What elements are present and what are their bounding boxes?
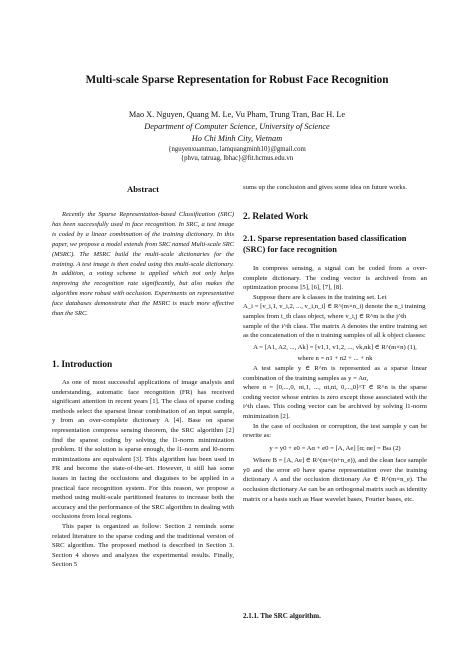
author-emails-2: {phvu, tatruag, lbhac}@fit.hcmus.edu.vn	[180, 155, 294, 162]
related-paragraph-2b: A_i = [v_i,1, v_i,2, ..., v_i,n_i] ∈ R^(m×n_i) denote the n_i training	[243, 303, 426, 311]
related-paragraph-3: A test sample y ∈ R^m is represented as a sparse linear combination of the training samples as y = Aα,	[243, 364, 427, 382]
intro-body	[52, 378, 234, 570]
equation-1: A = [A1, A2, ..., Ak] = [v1,1, v1,2, ..., vk,nk] ∈ R^(m×n) (1),	[253, 343, 417, 351]
related-paragraph-2d: sample of the i^th class. The matrix A denotes the entire training set as the concatenation of the n training samples of all k object classes:	[243, 322, 427, 340]
affiliation-department: Department of Computer Science, University of Science	[144, 122, 330, 131]
src-subsection-heading: 2.1. Sparse representation based classification (SRC) for face recognition	[243, 234, 407, 254]
author-emails-1: {nguyenxuanmao, lamquangminh10}@gmail.com	[168, 146, 306, 153]
intro-heading: 1. Introduction	[52, 360, 113, 370]
author-list: Mao X. Nguyen, Quang M. Le, Vu Pham, Trung Tran, Bac H. Le	[128, 110, 346, 119]
related-paragraph-1: In compress sensing, a signal can be coded from a over-complete dictionary. The coding vector is archived from an optimization process [5], [6], [7], [8].	[243, 265, 427, 292]
related-work-body	[243, 264, 427, 504]
intro-continuation	[243, 183, 427, 193]
affiliation-city: Ho Chi Minh City, Vietnam	[191, 134, 283, 143]
intro-continued-text: sums up the conclusion and gives some idea on future works.	[243, 184, 408, 191]
paper-title: Multi-scale Sparse Representation for Robust Face Recognition	[85, 74, 389, 86]
intro-paragraph-1: As one of most successful applications of image analysis and understanding, automatic face recognition (FR) has received significant attention in recent years [1]. The class of sparse coding methods select the sparsest linear combination of an input sample, y from an over-complete dictionary A [4]. Base on sparse representation compress sensing theorem, the SRC algorithm [2] find the sparest coding by solving the l1-norm minimization problem. If the solution is sparse enough, the l1-norm and l0-norm minimizations are equivalent [3]. This algorithm has been used in FR and become the state-of-the-art. However, it still has some issues in facing the occlusions and disguises to be applied in a practical face recognition system. For this reason, we propose a method using multi-scale partitioned features to increase both the accuracy and the performance of the SRC algorithm in dealing with occlusions from local regions.	[52, 379, 234, 521]
src-algorithm-heading: 2.1.1. The SRC algorithm.	[243, 612, 321, 620]
related-paragraph-5: Where B = [A, Ae] ∈ R^(m×(n+n_e)), and the clean face sample y0 and the error e0 have sparse representation over the training dictionary A and the occlusion dictionary Ae ∈ R^(m×n_e). The occlusion dictionary Ae can be an orthogonal matrix such as identity matrix or a basis such as Haar wavelet bases, Fourier bases, etc.	[243, 457, 427, 503]
abstract-body	[52, 210, 234, 319]
related-paragraph-4: In the case of occlusion or corruption, the test sample y can be rewrite as:	[243, 422, 427, 440]
related-paragraph-2a: Suppose there are k classes in the training set. Let	[253, 293, 387, 301]
abstract-text: Recently the Sparse Representation-based Classification (SRC) has been successfully used in face recognition. In SRC, a test image is coded by a linear combination of the training dictionary. In this paper, we propose a model extends from SRC named Multi-scale SRC (MSRC). The MSRC build the multi-scale dictionaries for the training. A test image is then coded using this multi-scale dictionary. In addition, a voting scheme is applied which not only helps improving the recognition rate significantly, but also makes the algorithm more robust with occlusion. Experiments on representative face databases demonstrate that the MSRC is much more effective than the SRC.	[52, 211, 234, 318]
equation-1-where: where n = n1 + n2 + ... + nk	[297, 355, 373, 363]
equation-2: y = y0 + e0 = Aα + e0 = [A, Ae] [α; αe] = Bω (2)	[269, 444, 401, 452]
related-work-heading: 2. Related Work	[243, 212, 309, 222]
related-paragraph-3b: where α = [0,...,0, αi,1, ..., αi,ni, 0,...,0]^T ∈ R^n is the sparse coding vector whose entries is zero except those associated with the i^th class. This coding vector can be archived by solving l1-norm minimization [2].	[243, 384, 427, 420]
abstract-heading: Abstract	[127, 184, 159, 194]
related-paragraph-2c: samples from i_th class object, where v_i,j ∈ R^m is the j^th	[243, 312, 407, 320]
intro-paragraph-2: This paper is organized as follow: Section 2 reminds some related literature to the sparse coding and the traditional version of SRC algorithm. The proposed method is described in Section 3. Section 4 shows and analyzes the experimental results. Finally, Section 5	[52, 522, 234, 569]
